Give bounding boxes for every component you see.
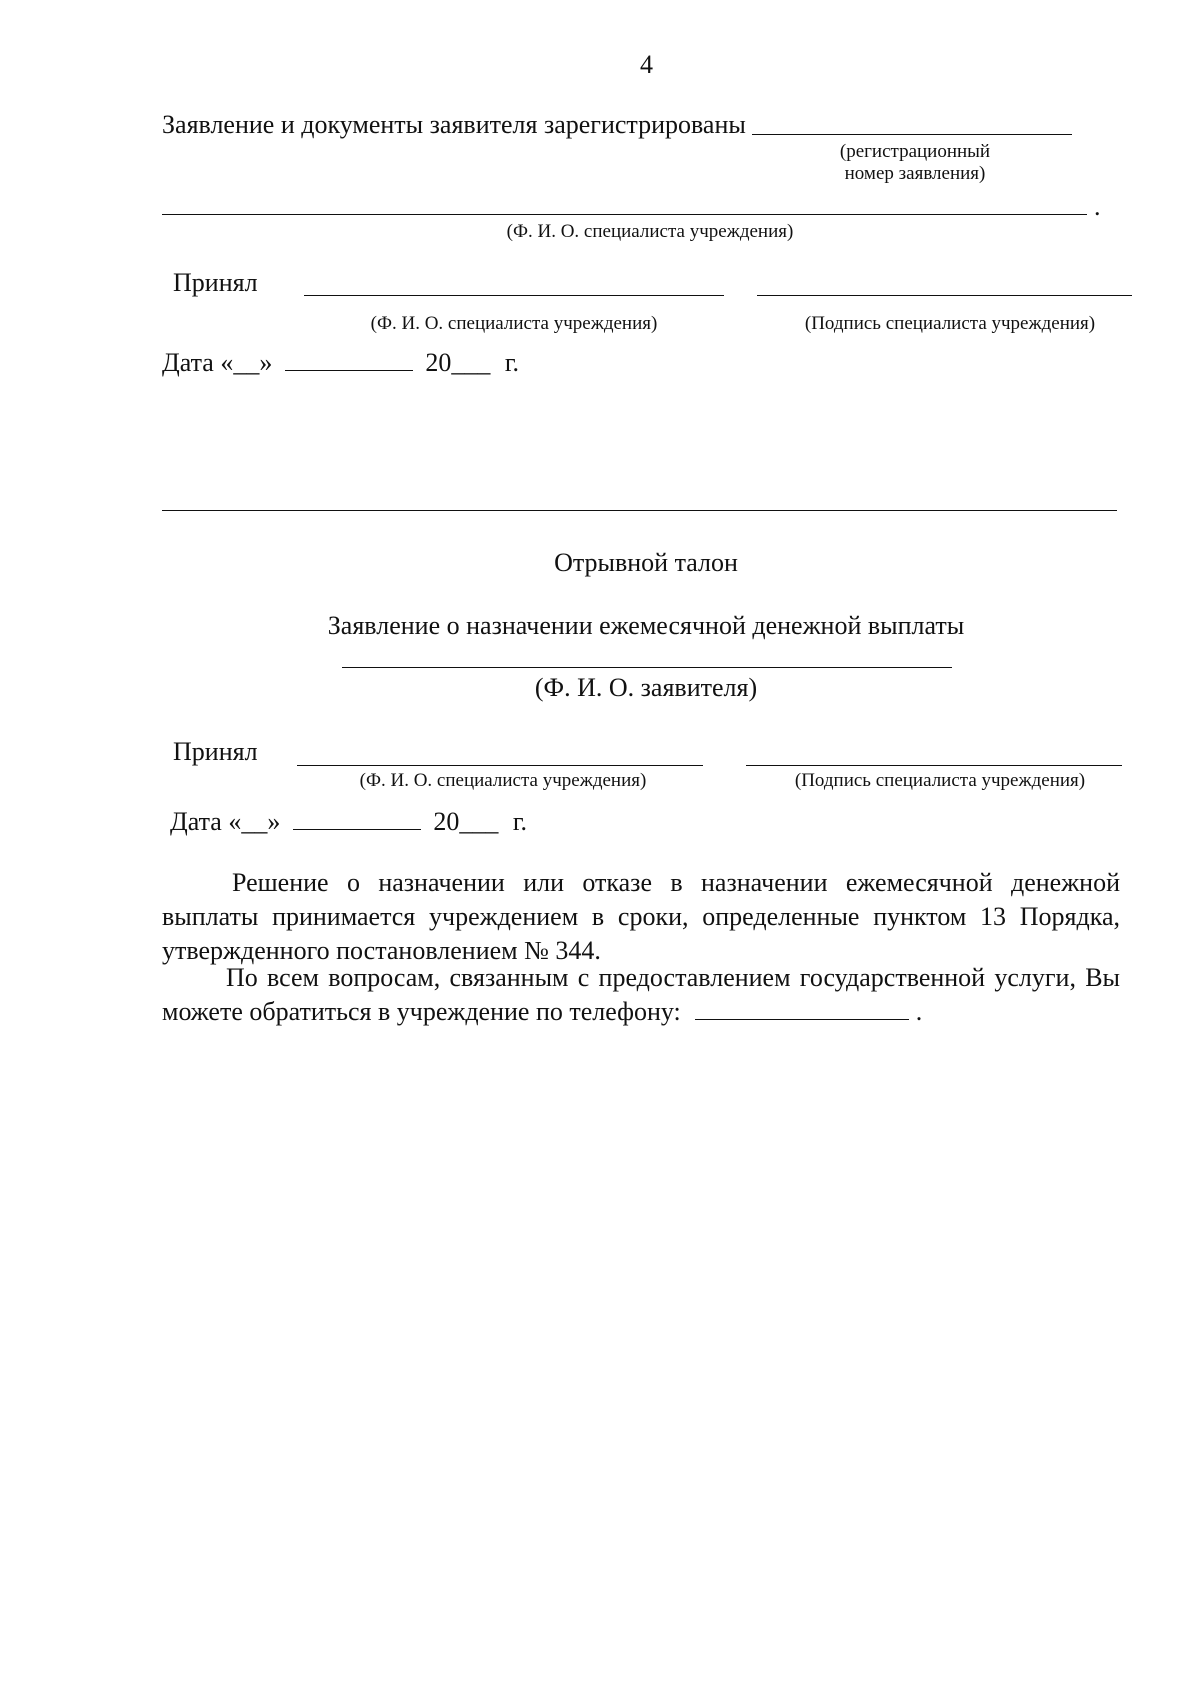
contact-paragraph-text: По всем вопросам, связанным с предоставлением государственной услуги, Вы можете обратиться в учреждение по телефону:: [162, 963, 1120, 1026]
tear-off-accepted-label: Принял: [173, 737, 258, 766]
accepted-fio-line: [304, 295, 724, 296]
tear-off-date-row: [170, 807, 527, 837]
phone-blank: [695, 997, 909, 1020]
accepted-signature-caption: (Подпись специалиста учреждения): [804, 313, 1096, 334]
accepted-fio-caption: (Ф. И. О. специалиста учреждения): [370, 313, 658, 334]
date-suffix: г.: [504, 348, 520, 377]
specialist-fio-line: [162, 214, 1087, 215]
accepted-label: Принял: [173, 268, 258, 297]
registration-number-line: [752, 134, 1072, 135]
tear-off-accepted-fio-line: [297, 765, 703, 766]
tear-off-date-year: 20___: [433, 807, 499, 836]
date-row: [162, 348, 519, 378]
contact-paragraph: По всем вопросам, связанным с предоставлением государственной услуги, Вы можете обратиться в учреждение по телефону: .: [162, 963, 1120, 1026]
tear-off-accepted-signature-caption: (Подпись специалиста учреждения): [794, 770, 1086, 791]
tear-off-separator: [162, 510, 1117, 511]
tear-off-date-suffix: г.: [512, 807, 528, 836]
decision-paragraph-text: Решение о назначении или отказе в назначении ежемесячной денежной выплаты принимается учреждением в сроки, определенные пунктом 13 Порядка, утвержденного постановлением № 344.: [162, 868, 1120, 965]
specialist-fio-caption: (Ф. И. О. специалиста учреждения): [506, 221, 794, 242]
registration-number-caption-1: (регистрационный: [839, 141, 991, 162]
tear-off-accepted-fio-caption: (Ф. И. О. специалиста учреждения): [359, 770, 647, 791]
registration-sentence: Заявление и документы заявителя зарегистрированы: [162, 110, 746, 139]
tear-off-date-prefix: Дата «__»: [170, 807, 281, 836]
tear-off-accepted-signature-line: [746, 765, 1122, 766]
accepted-signature-line: [757, 295, 1132, 296]
applicant-fio-line: [342, 667, 952, 668]
application-title: Заявление о назначении ежемесячной денежной выплаты: [327, 611, 965, 640]
decision-paragraph: [162, 866, 1120, 968]
date-month-blank: [285, 348, 413, 371]
date-prefix: Дата «__»: [162, 348, 273, 377]
tear-off-date-month-blank: [293, 807, 421, 830]
date-year: 20___: [425, 348, 491, 377]
registration-number-caption-2: номер заявления): [844, 163, 986, 184]
line-end-dot: .: [1094, 192, 1101, 221]
page-number: 4: [640, 50, 653, 79]
applicant-fio-caption: (Ф. И. О. заявителя): [534, 673, 758, 702]
tear-off-title: Отрывной талон: [554, 548, 738, 577]
